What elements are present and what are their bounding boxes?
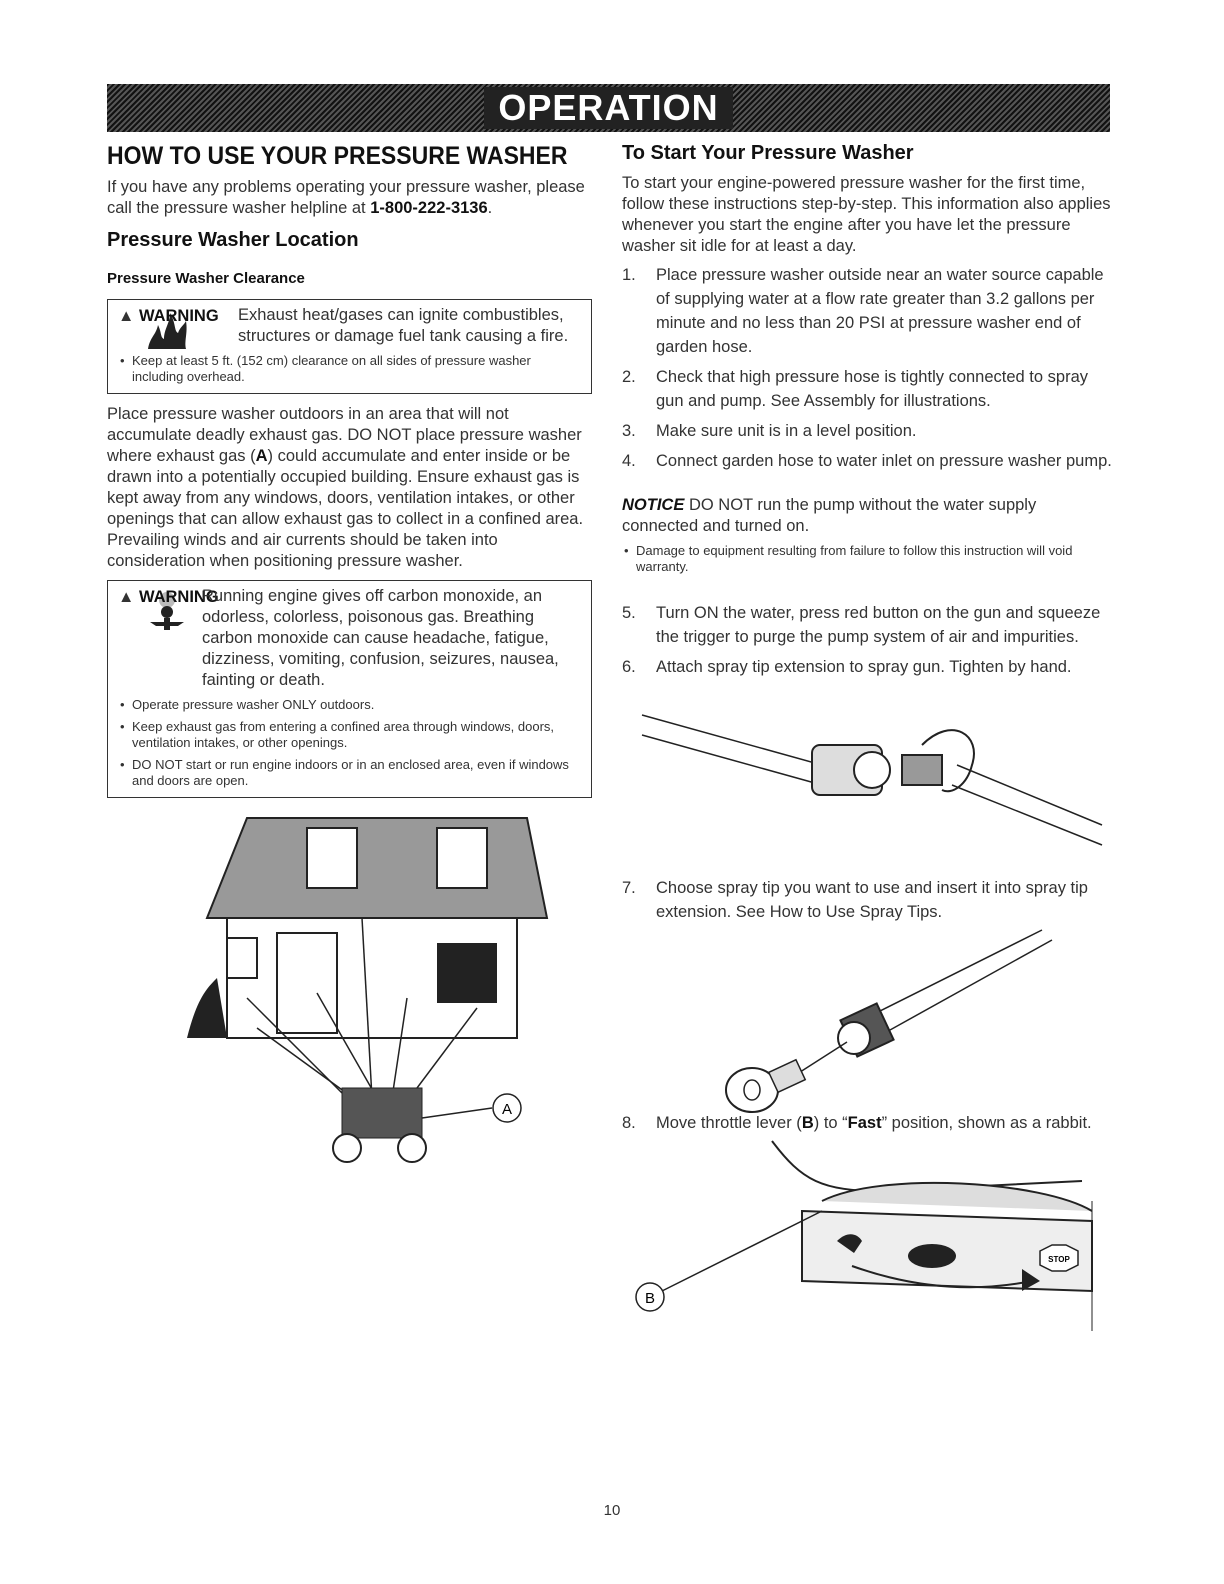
page-title: HOW TO USE YOUR PRESSURE WASHER: [107, 142, 568, 170]
page-number: 10: [603, 1502, 621, 1519]
warning-label: WARNING: [138, 307, 219, 325]
steps-list-4: [622, 1111, 1112, 1135]
step-item: 6. Attach spray tip extension to spray gun. Tighten by hand.: [622, 658, 1072, 676]
step-item: 5. Turn ON the water, press red button on the gun and squeeze the trigger to purge the pump system of air and impurities.: [622, 604, 1101, 646]
warning-bullet: • Keep at least 5 ft. (152 cm) clearance on all sides of pressure washer including overhead.: [118, 353, 581, 385]
notice-block: [622, 495, 1112, 575]
step-item: 1. Place pressure washer outside near an water source capable of supplying water at a flow rate greater than 3.2 gallons per minute and no less than 20 PSI at pressure washer end of garden hose.: [622, 266, 1104, 356]
notice-bullet: • Damage to equipment resulting from failure to follow this instruction will void warranty.: [622, 543, 1112, 575]
notice-text: DO NOT run the pump without the water supply connected and turned on.: [622, 496, 1037, 535]
house-exhaust-illustration: [167, 818, 607, 1178]
warning-bullet: • Operate pressure washer ONLY outdoors.: [118, 697, 581, 713]
clearance-heading: Pressure Washer Clearance: [107, 270, 305, 287]
callout-b: B: [644, 1290, 656, 1307]
warning-triangle-icon: ▲: [118, 588, 135, 606]
steps-list-2: [622, 601, 1112, 679]
spray-gun-extension-illustration: [622, 685, 1092, 865]
warning-text: Running engine gives off carbon monoxide, an odorless, colorless, poisonous gas. Breathing carbon monoxide can cause headache, fatigue, dizziness, vomiting, confusion, seizures, nausea, fainting or death.: [202, 587, 559, 689]
warning-box-co: [107, 580, 592, 798]
steps-list-1: [622, 263, 1112, 473]
step-item: 4. Connect garden hose to water inlet on pressure washer pump.: [622, 452, 1112, 470]
callout-a: A: [501, 1101, 513, 1118]
spray-tip-illustration: [622, 930, 1092, 1100]
warning-bullet: • DO NOT start or run engine indoors or in an enclosed area, even if windows and doors are open.: [118, 757, 581, 789]
start-intro: To start your engine-powered pressure washer for the first time, follow these instructions step-by-step. This information also applies whenever you start the engine after you have let the pressure washer sit idle for at least a day.: [622, 174, 1111, 255]
placement-paragraph: Place pressure washer outdoors in an area that will not accumulate deadly exhaust gas. DO NOT place pressure washer where exhaust gas (A) could accumulate and enter inside or be drawn into a potentially occupied building. Ensure exhaust gas is kept away from any windows, doors, ventilation intakes, or other openings that can allow exhaust gas to collect in a confined area. Prevailing winds and air currents should be taken into consideration when positioning pressure washer.: [107, 405, 584, 570]
notice-label: NOTICE: [622, 496, 685, 514]
step-item: 2. Check that high pressure hose is tightly connected to spray gun and pump. See Assembly for illustrations.: [622, 368, 1088, 410]
step-item: 3. Make sure unit is in a level position.: [622, 422, 917, 440]
start-heading: To Start Your Pressure Washer: [622, 142, 914, 164]
section-banner: [107, 84, 1110, 132]
banner-title: OPERATION: [484, 87, 732, 129]
helpline-number: 1-800-222-3136: [370, 199, 488, 217]
right-column: [622, 142, 1112, 1336]
warning-bullet: • Keep exhaust gas from entering a confined area through windows, doors, ventilation intakes, or other openings.: [118, 719, 581, 751]
steps-list-3: [622, 876, 1112, 924]
step-item: 8. Move throttle lever (B) to “Fast” position, shown as a rabbit.: [622, 1114, 1092, 1132]
warning-label: WARNING: [138, 588, 219, 606]
location-heading: Pressure Washer Location: [107, 229, 359, 251]
warning-box-fire: [107, 299, 592, 394]
stop-label: STOP: [1048, 1255, 1070, 1264]
warning-text: Exhaust heat/gases can ignite combustibles, structures or damage fuel tank causing a fire.: [238, 306, 569, 345]
intro-paragraph: If you have any problems operating your pressure washer, please call the pressure washer helpline at 1-800-222-3136.: [107, 178, 585, 217]
turtle-icon: [908, 1244, 956, 1268]
step-item: 7. Choose spray tip you want to use and insert it into spray tip extension. See How to Use Spray Tips.: [622, 879, 1088, 921]
throttle-lever-illustration: [622, 1141, 1112, 1331]
left-column: [107, 142, 592, 1183]
warning-triangle-icon: ▲: [118, 307, 135, 325]
